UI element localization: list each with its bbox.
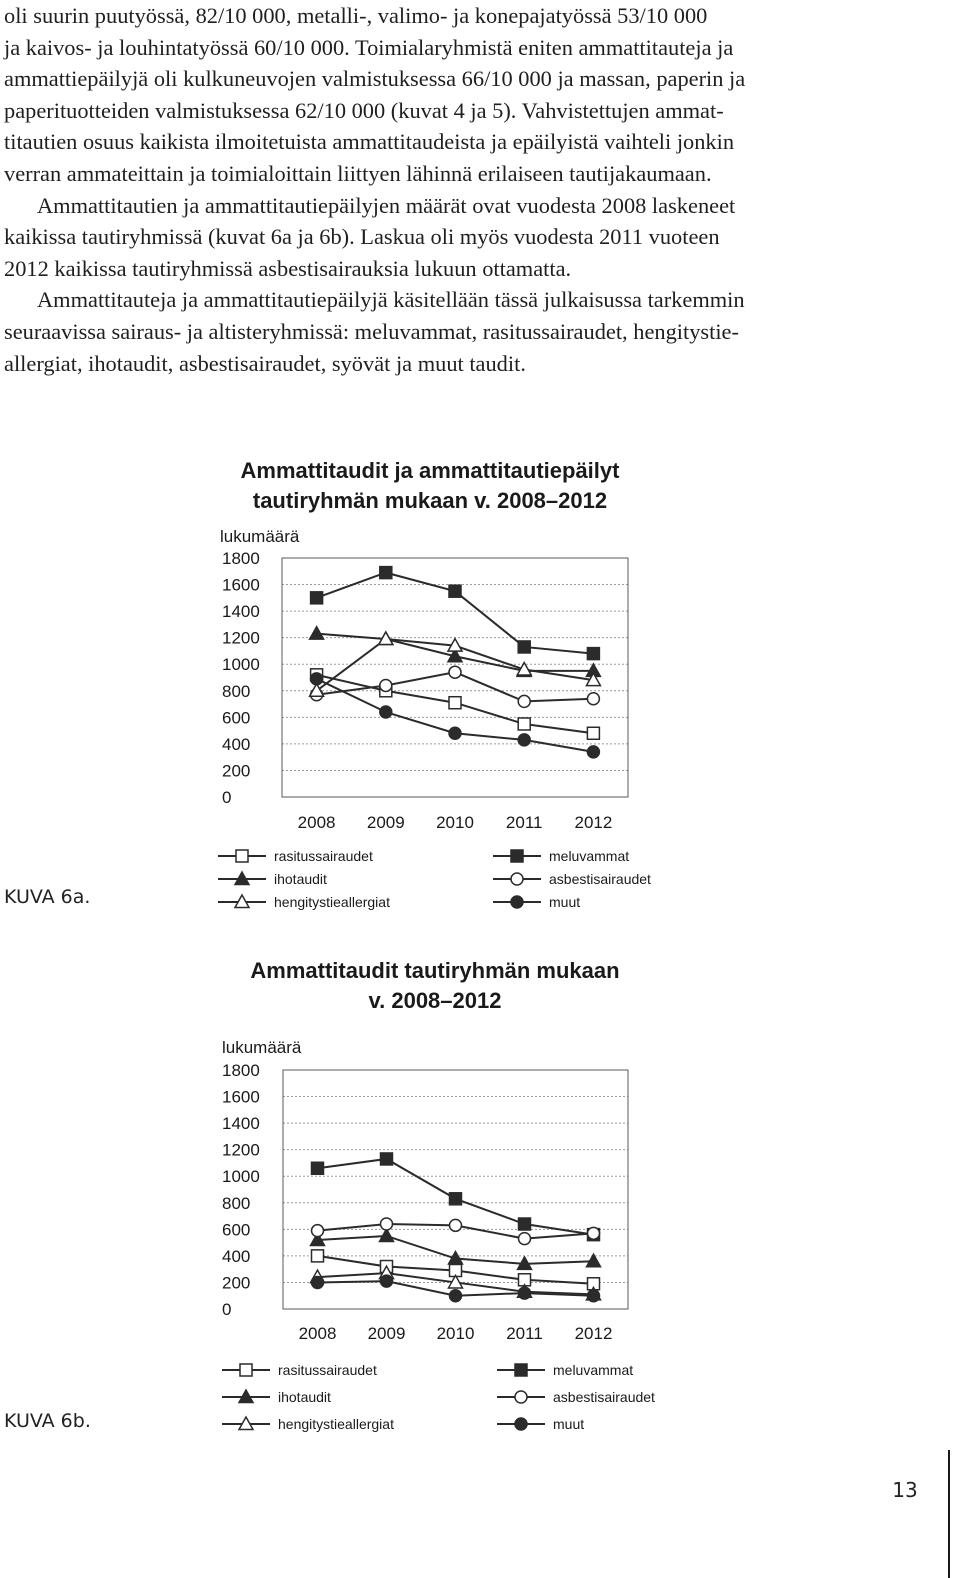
- data-point-meluvammat: [312, 1162, 324, 1174]
- legend-label: asbestisairaudet: [553, 1389, 655, 1405]
- x-tick-label: 2011: [506, 1324, 543, 1343]
- y-tick-label: 1800: [222, 549, 260, 568]
- y-tick-label: 1600: [222, 575, 260, 595]
- data-point-hengitystieallergiat: [310, 684, 324, 697]
- y-tick-label: 600: [222, 708, 251, 728]
- y-tick-label: 200: [222, 761, 251, 781]
- y-tick-label: 800: [222, 681, 251, 701]
- data-point-ihotaudit: [310, 627, 324, 640]
- legend-marker-meluvammat: [511, 850, 523, 862]
- y-tick-label: 1400: [222, 1114, 260, 1134]
- data-point-asbestisairaudet: [588, 1227, 600, 1239]
- text-line: titautien osuus kaikista ilmoitetuista ammattitaudeista ja epäilyistä vaihteli jonkin: [4, 129, 735, 155]
- text-line: verran ammateittain ja toimialoittain liittyen lähinnä erilaiseen tautijakaumaan.: [4, 160, 712, 186]
- data-point-asbestisairaudet: [380, 679, 392, 691]
- y-tick-label: 0: [222, 788, 232, 807]
- chart-title: Ammattitaudit tautiryhmän mukaan: [250, 958, 620, 983]
- data-point-muut: [449, 727, 461, 739]
- y-tick-label: 1000: [222, 1167, 260, 1187]
- chart-6b: [0, 950, 960, 1445]
- figure-caption-6b: KUVA 6b.: [4, 1410, 91, 1432]
- legend-marker-meluvammat: [515, 1364, 527, 1376]
- data-point-muut: [588, 1290, 600, 1302]
- data-point-meluvammat: [450, 1193, 462, 1205]
- data-point-asbestisairaudet: [519, 1233, 531, 1245]
- page-number: 13: [892, 1478, 918, 1502]
- data-point-muut: [312, 1276, 324, 1288]
- legend-marker-asbestisairaudet: [511, 873, 523, 885]
- legend-label: muut: [549, 894, 581, 910]
- data-point-muut: [380, 706, 392, 718]
- x-tick-label: 2008: [297, 813, 336, 832]
- text-line: oli suurin puutyössä, 82/10 000, metalli-, valimo- ja konepajatyössä 53/10 000: [4, 3, 708, 28]
- legend-marker-muut: [511, 896, 523, 908]
- y-tick-label: 1800: [222, 1061, 260, 1080]
- legend-label: hengitystieallergiat: [278, 1416, 394, 1432]
- legend-label: muut: [553, 1416, 585, 1432]
- data-point-meluvammat: [380, 567, 392, 579]
- data-point-asbestisairaudet: [587, 693, 599, 705]
- y-axis-label: lukumäärä: [220, 527, 300, 546]
- data-point-meluvammat: [518, 641, 530, 653]
- text-line: 2012 kaikissa tautiryhmissä asbestisairauksia lukuun ottamatta.: [4, 255, 572, 281]
- data-point-muut: [519, 1287, 531, 1299]
- chart-title: Ammattitaudit ja ammattitautiepäilyt: [240, 458, 620, 483]
- page-edge-rule: [948, 1450, 950, 1578]
- legend-marker-rasitussairaudet: [236, 850, 248, 862]
- legend-marker-muut: [515, 1418, 527, 1430]
- legend-label: rasitussairaudet: [274, 848, 373, 864]
- data-point-asbestisairaudet: [518, 695, 530, 707]
- body-text: [4, 0, 954, 379]
- figure-caption-6a: KUVA 6a.: [4, 886, 91, 908]
- y-tick-label: 1200: [222, 628, 260, 648]
- data-point-rasitussairaudet: [312, 1250, 324, 1262]
- data-point-muut: [311, 673, 323, 685]
- x-tick-label: 2009: [366, 813, 405, 832]
- x-tick-label: 2010: [436, 1324, 475, 1343]
- y-tick-label: 800: [222, 1193, 251, 1213]
- y-tick-label: 1200: [222, 1140, 260, 1160]
- data-point-muut: [587, 746, 599, 758]
- paragraph-1: [4, 0, 954, 190]
- data-point-asbestisairaudet: [381, 1218, 393, 1230]
- data-point-muut: [518, 734, 530, 746]
- text-line: kaikissa tautiryhmissä (kuvat 6a ja 6b). Laskua oli myös vuodesta 2011 vuoteen: [4, 224, 720, 250]
- legend-label: meluvammat: [553, 1362, 634, 1378]
- y-axis-label: lukumäärä: [222, 1038, 302, 1057]
- y-tick-label: 200: [222, 1273, 251, 1293]
- y-tick-label: 1000: [222, 655, 260, 675]
- legend-label: ihotaudit: [274, 871, 327, 887]
- data-point-meluvammat: [381, 1153, 393, 1165]
- text-line: seuraavissa sairaus- ja altisteryhmissä: meluvammat, rasitussairaudet, hengitystie-: [4, 318, 739, 344]
- x-tick-label: 2008: [298, 1324, 337, 1343]
- data-point-muut: [381, 1275, 393, 1287]
- x-tick-label: 2011: [505, 813, 543, 832]
- chart-6a: [0, 445, 960, 920]
- y-tick-label: 0: [222, 1300, 232, 1319]
- legend-marker-rasitussairaudet: [240, 1364, 252, 1376]
- data-point-muut: [450, 1290, 462, 1302]
- data-point-ihotaudit: [380, 1229, 394, 1242]
- text-line: Ammattitautien ja ammattitautiepäilyjen määrät ovat vuodesta 2008 laskeneet: [37, 192, 736, 218]
- data-point-rasitussairaudet: [518, 718, 530, 730]
- chart-subtitle: tautiryhmän mukaan v. 2008–2012: [252, 488, 608, 513]
- legend-label: asbestisairaudet: [549, 871, 651, 887]
- text-line: paperituotteiden valmistuksessa 62/10 000 (kuvat 4 ja 5). Vahvistettujen ammat-: [4, 97, 724, 123]
- legend-label: rasitussairaudet: [278, 1362, 377, 1378]
- text-line: Ammattitauteja ja ammattitautiepäilyjä käsitellään tässä julkaisussa tarkemmin: [37, 287, 745, 313]
- data-point-asbestisairaudet: [450, 1219, 462, 1231]
- data-point-asbestisairaudet: [312, 1225, 324, 1237]
- text-line: ja kaivos- ja louhintatyössä 60/10 000. Toimialaryhmistä eniten ammattitauteja ja: [4, 34, 734, 60]
- y-tick-label: 400: [222, 1246, 251, 1266]
- y-tick-label: 1600: [222, 1087, 260, 1107]
- x-tick-label: 2010: [436, 813, 474, 832]
- x-tick-label: 2009: [367, 1324, 406, 1343]
- data-point-rasitussairaudet: [449, 697, 461, 709]
- paragraph-3: [4, 284, 954, 379]
- data-point-asbestisairaudet: [449, 666, 461, 678]
- data-point-meluvammat: [519, 1218, 531, 1230]
- legend-label: meluvammat: [549, 848, 630, 864]
- x-tick-label: 2012: [574, 813, 613, 832]
- y-tick-label: 600: [222, 1220, 251, 1240]
- y-tick-label: 1400: [222, 602, 260, 622]
- data-point-rasitussairaudet: [587, 727, 599, 739]
- chart-subtitle: v. 2008–2012: [368, 988, 502, 1013]
- x-tick-label: 2012: [574, 1324, 613, 1343]
- y-tick-label: 400: [222, 734, 251, 754]
- data-point-meluvammat: [311, 592, 323, 604]
- legend-label: hengitystieallergiat: [274, 894, 390, 910]
- data-point-meluvammat: [449, 585, 461, 597]
- legend-marker-asbestisairaudet: [515, 1391, 527, 1403]
- data-point-meluvammat: [587, 648, 599, 660]
- text-line: allergiat, ihotaudit, asbestisairaudet, syövät ja muut taudit.: [4, 350, 526, 376]
- paragraph-2: [4, 190, 954, 285]
- text-line: ammattiepäilyjä oli kulkuneuvojen valmistuksessa 66/10 000 ja massan, paperin ja: [4, 66, 746, 92]
- legend-label: ihotaudit: [278, 1389, 331, 1405]
